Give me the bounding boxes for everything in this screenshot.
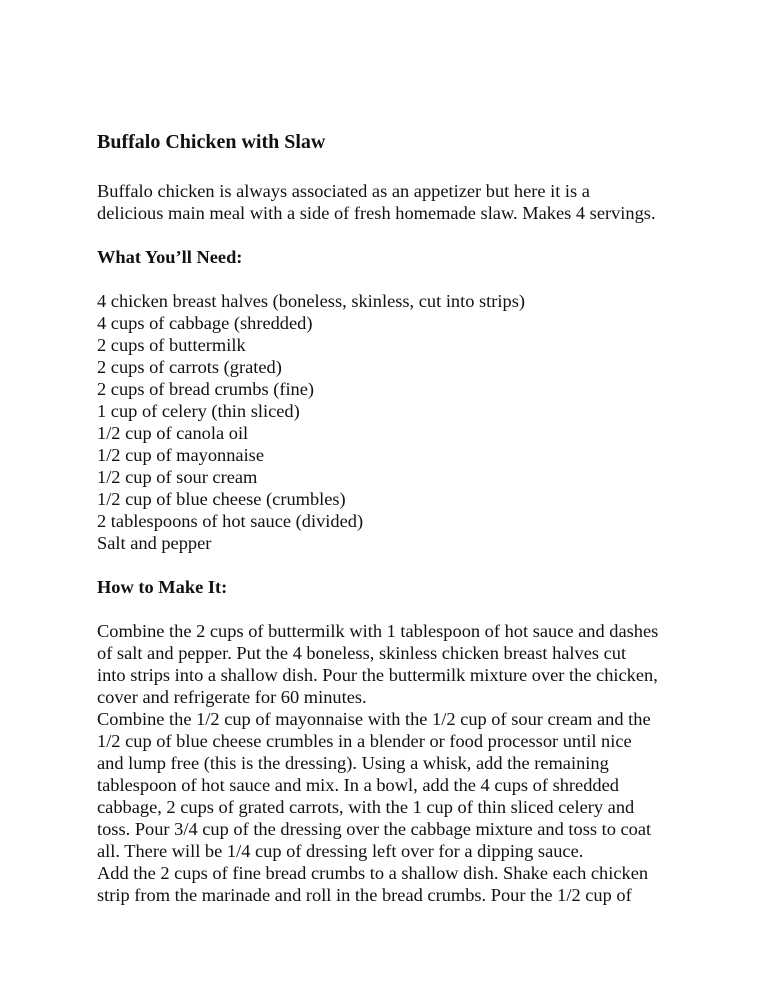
method-line: Combine the 2 cups of buttermilk with 1 tablespoon of hot sauce and dashes — [97, 621, 659, 641]
method-paragraph-3 — [97, 862, 697, 906]
ingredient-item: 1 cup of celery (thin sliced) — [97, 401, 300, 421]
method-paragraph-2 — [97, 708, 697, 862]
method-steps — [97, 620, 697, 906]
ingredient-item: 1/2 cup of sour cream — [97, 467, 258, 487]
method-heading: How to Make It: — [97, 577, 228, 597]
recipe-title: Buffalo Chicken with Slaw — [97, 131, 326, 153]
ingredient-item: 1/2 cup of mayonnaise — [97, 445, 265, 465]
ingredients-heading: What You’ll Need: — [97, 247, 243, 267]
intro-line: Buffalo chicken is always associated as an appetizer but here it is a — [97, 181, 590, 201]
ingredients-list — [97, 290, 697, 554]
method-line: Combine the 1/2 cup of mayonnaise with the 1/2 cup of sour cream and the — [97, 709, 651, 729]
ingredient-item: 2 cups of carrots (grated) — [97, 357, 282, 377]
ingredient-item: 2 cups of buttermilk — [97, 335, 246, 355]
method-line: strip from the marinade and roll in the bread crumbs. Pour the 1/2 cup of — [97, 885, 632, 905]
ingredient-item: 2 cups of bread crumbs (fine) — [97, 379, 315, 399]
recipe-intro — [97, 180, 697, 224]
ingredient-item: 1/2 cup of blue cheese (crumbles) — [97, 489, 346, 509]
method-line: 1/2 cup of blue cheese crumbles in a blender or food processor until nice — [97, 731, 632, 751]
method-line: cover and refrigerate for 60 minutes. — [97, 687, 367, 707]
ingredient-item: 4 chicken breast halves (boneless, skinless, cut into strips) — [97, 291, 526, 311]
ingredient-item: 1/2 cup of canola oil — [97, 423, 249, 443]
method-line: tablespoon of hot sauce and mix. In a bowl, add the 4 cups of shredded — [97, 775, 619, 795]
method-line: all. There will be 1/4 cup of dressing left over for a dipping sauce. — [97, 841, 584, 861]
intro-line: delicious main meal with a side of fresh homemade slaw. Makes 4 servings. — [97, 203, 656, 223]
method-line: Add the 2 cups of fine bread crumbs to a shallow dish. Shake each chicken — [97, 863, 649, 883]
method-line: toss. Pour 3/4 cup of the dressing over the cabbage mixture and toss to coat — [97, 819, 652, 839]
method-line: cabbage, 2 cups of grated carrots, with the 1 cup of thin sliced celery and — [97, 797, 635, 817]
ingredient-item: 4 cups of cabbage (shredded) — [97, 313, 313, 333]
recipe-content — [97, 128, 697, 906]
method-line: and lump free (this is the dressing). Using a whisk, add the remaining — [97, 753, 609, 773]
ingredient-item: Salt and pepper — [97, 533, 212, 553]
method-line: of salt and pepper. Put the 4 boneless, skinless chicken breast halves cut — [97, 643, 627, 663]
method-line: into strips into a shallow dish. Pour the buttermilk mixture over the chicken, — [97, 665, 658, 685]
ingredient-item: 2 tablespoons of hot sauce (divided) — [97, 511, 364, 531]
method-paragraph-1 — [97, 620, 697, 708]
